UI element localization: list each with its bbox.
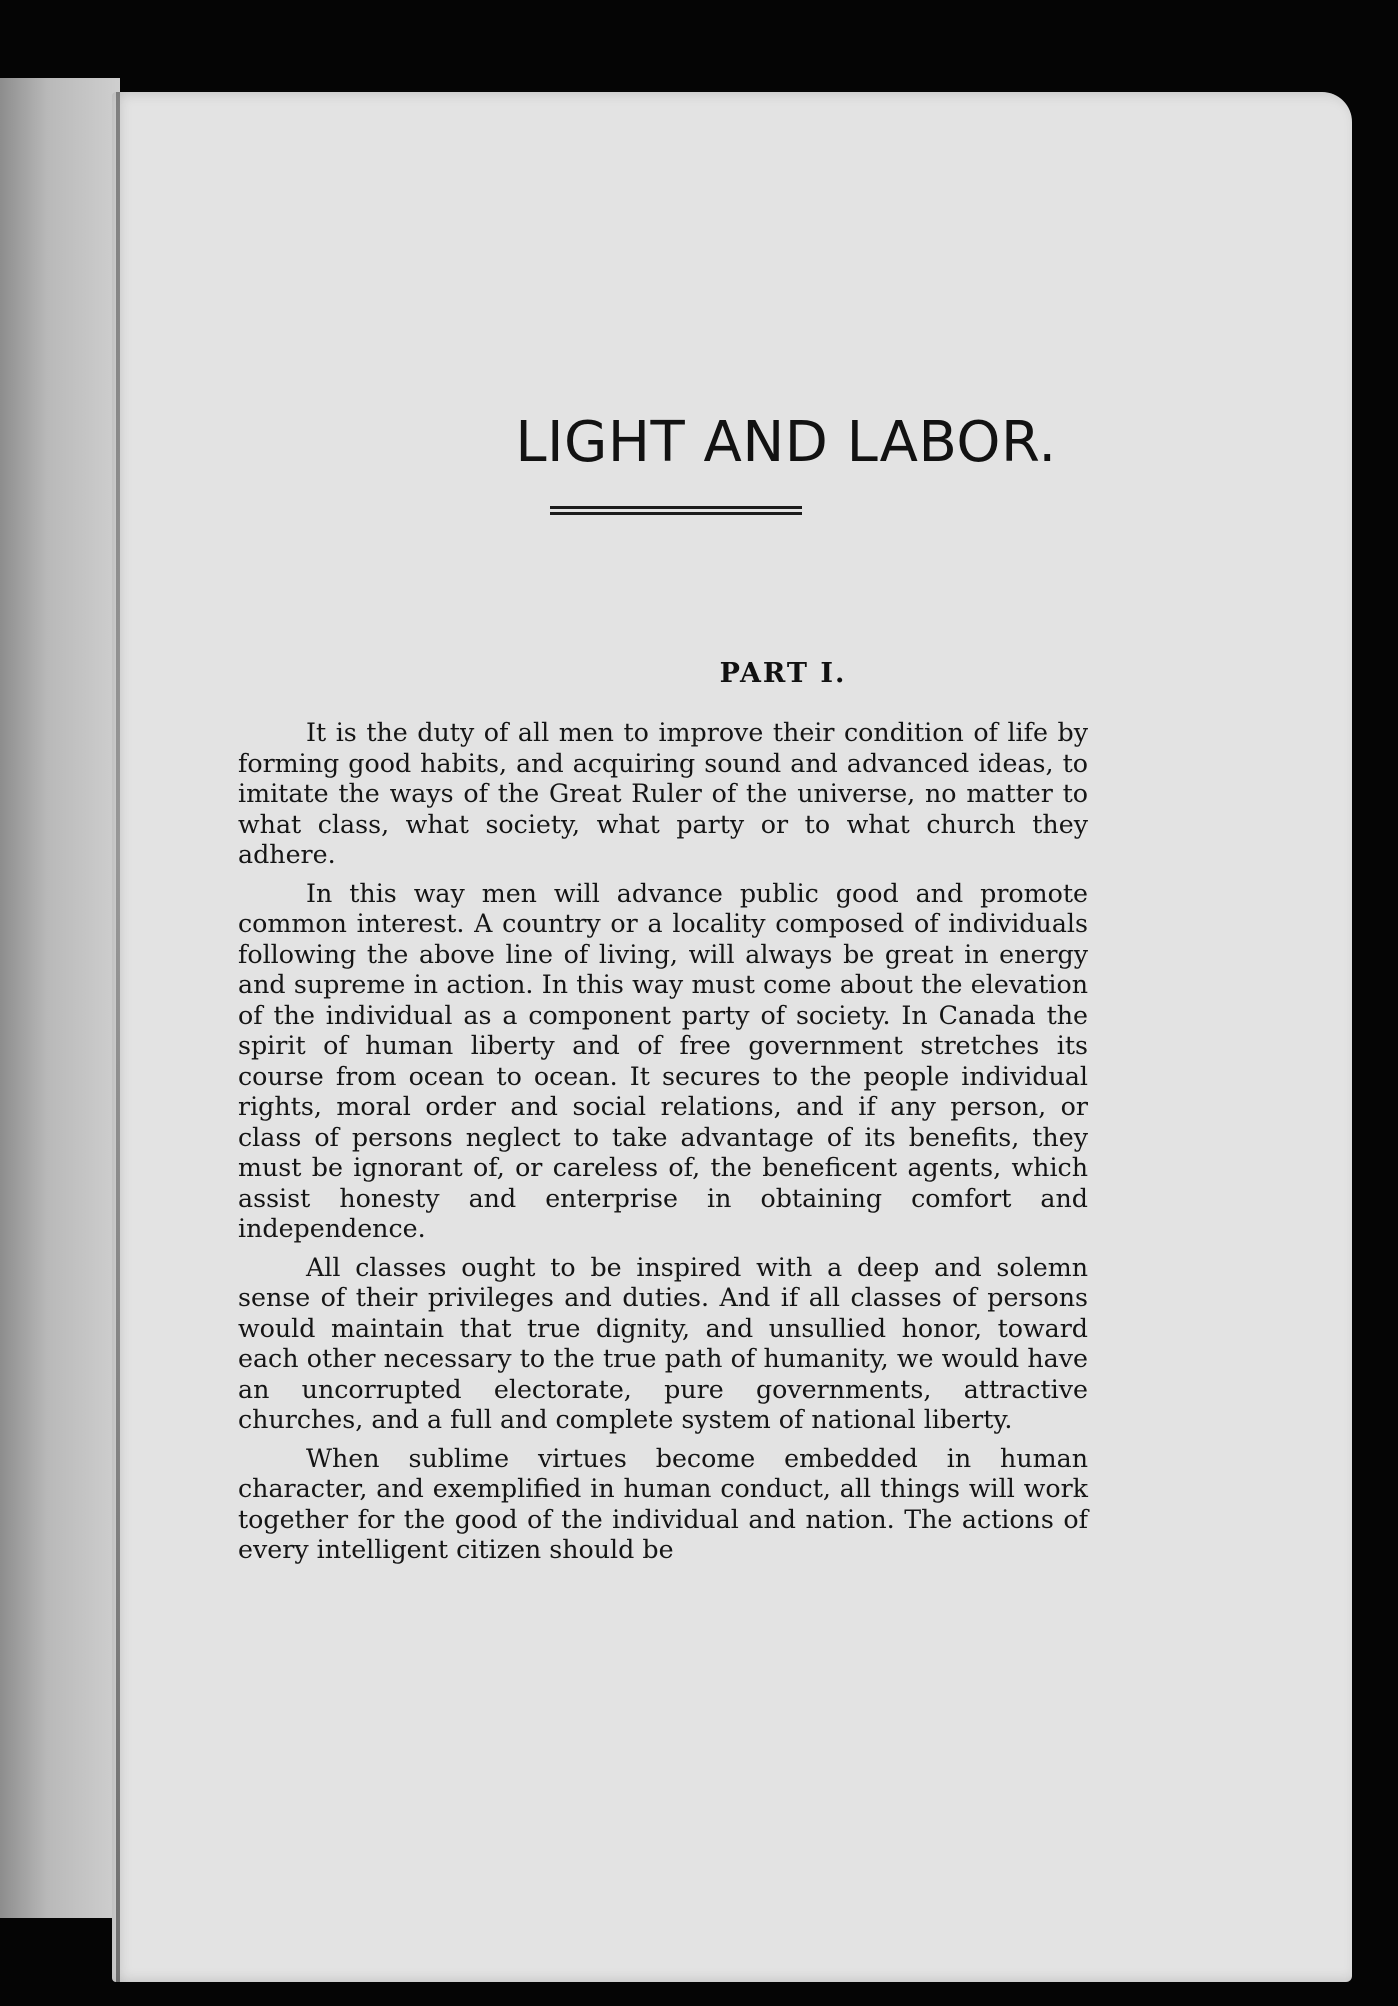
paragraph: It is the duty of all men to improve their condition of life by forming good habits, and acquiring sound and advanced ideas, to imitate the ways of the Great Ruler of the universe, no matter to what class, what society, what party or to what church they adhere. bbox=[238, 718, 1088, 869]
page-title: LIGHT AND LABOR. bbox=[515, 410, 1057, 475]
body-text bbox=[238, 718, 1088, 1574]
rule-line-top bbox=[550, 506, 802, 509]
book-page bbox=[112, 92, 1352, 1982]
rule-line-bottom bbox=[550, 512, 802, 515]
previous-page-edge bbox=[0, 78, 120, 1918]
title-rule bbox=[550, 506, 802, 518]
paragraph: All classes ought to be inspired with a deep and solemn sense of their privileges and duties. And if all classes of persons would maintain that true dignity, and unsullied honor, toward each other necessary to the true path of humanity, we would have an uncorrupted electorate, pure governments, attractive churches, and a full and complete system of national liberty. bbox=[238, 1252, 1088, 1434]
page-gutter bbox=[116, 92, 120, 1982]
paragraph: In this way men will advance public good and promote common interest. A country or a locality composed of individuals following the above line of living, will always be great in energy and supreme in action. In this way must come about the elevation of the individual as a component party of society. In Canada the spirit of human liberty and of free government stretches its course from ocean to ocean. It secures to the people individual rights, moral order and social relations, and if any person, or class of persons neglect to take advantage of its benefits, they must be ignorant of, or careless of, the beneficent agents, which assist honesty and enterprise in obtaining comfort and independence. bbox=[238, 878, 1088, 1243]
paragraph: When sublime virtues become embedded in human character, and exemplified in human conduct, all things will work together for the good of the individual and nation. The actions of every intelligent citizen should be bbox=[238, 1443, 1088, 1564]
section-heading: PART I. bbox=[719, 658, 847, 689]
